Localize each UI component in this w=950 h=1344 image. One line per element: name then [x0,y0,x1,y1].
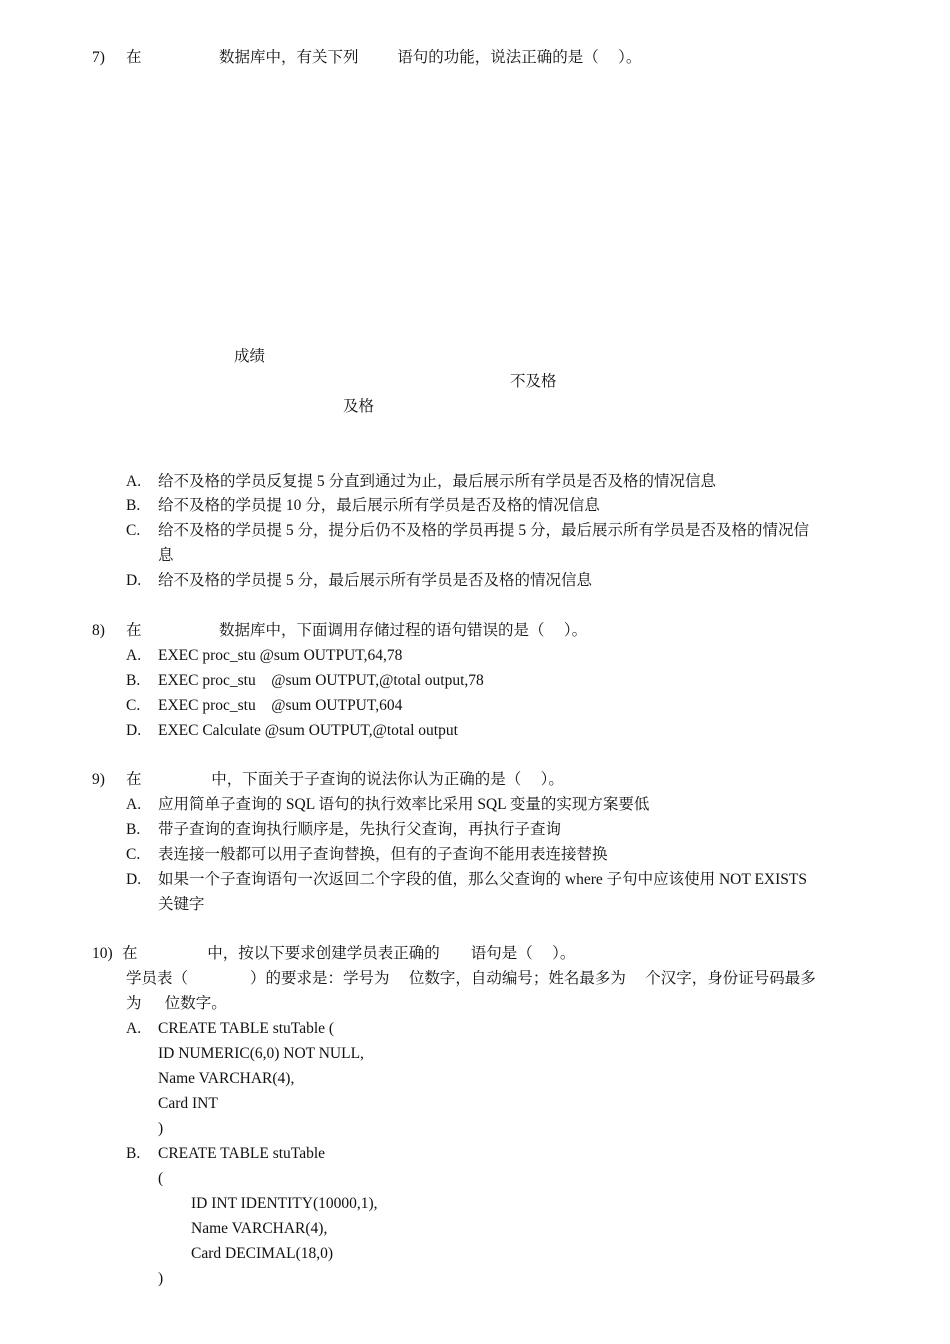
q8-option-a-text: EXEC proc_stu @sum OUTPUT,64,78 [158,647,403,664]
q7-option-c-letter: C. [126,522,141,539]
q10-option-b-code-line: Card DECIMAL(18,0) [191,1245,334,1262]
q7-option-b-letter: B. [126,497,141,514]
q10-option-b-code-line: Name VARCHAR(4), [191,1220,328,1237]
q10-option-a-code-line: ) [158,1120,164,1137]
q9-option-d-letter: D. [126,871,142,888]
q10-requirement-line1: 学员表（ ）的要求是：学号为 位数字，自动编号；姓名最多为 个汉字，身份证号码最多 [126,970,816,987]
q10-option-b-code-line: ) [158,1270,164,1287]
q7-option-a-letter: A. [126,473,142,490]
q10-requirement-line2: 为 位数字。 [126,995,227,1012]
q9-option-c-text: 表连接一般都可以用子查询替换，但有的子查询不能用表连接替换 [158,846,608,863]
q8-number: 8) [92,622,105,639]
q10-option-a-code-line: Name VARCHAR(4), [158,1070,295,1087]
q8-option-c-letter: C. [126,697,141,714]
q10-option-a-letter: A. [126,1020,142,1037]
q7-option-c-text: 给不及格的学员提 5 分，提分后仍不及格的学员再提 5 分，最后展示所有学员是否及格的情况信 [158,522,810,539]
q7-code-score: 成绩 [234,348,266,365]
q7-option-d-letter: D. [126,572,142,589]
q9-option-b-letter: B. [126,821,141,838]
q10-option-b-code-line: ( [158,1170,164,1187]
q8-option-d-text: EXEC Calculate @sum OUTPUT,@total output [158,722,458,739]
q7-option-a-text: 给不及格的学员反复提 5 分直到通过为止，最后展示所有学员是否及格的情况信息 [158,473,717,490]
q9-option-a-text: 应用简单子查询的 SQL 语句的执行效率比采用 SQL 变量的实现方案要低 [158,796,650,813]
q8-option-b-text: EXEC proc_stu @sum OUTPUT,@total output,78 [158,672,484,689]
q7-option-b-text: 给不及格的学员提 10 分，最后展示所有学员是否及格的情况信息 [158,497,600,514]
q8-stem: 在 数据库中，下面调用存储过程的语句错误的是（ ）。 [126,622,588,639]
q10-option-a-code-line: ID NUMERIC(6,0) NOT NULL, [158,1045,364,1062]
q10-number: 10) [92,945,113,962]
q9-number: 9) [92,771,105,788]
q9-option-d-text: 如果一个子查询语句一次返回二个字段的值，那么父查询的 where 子句中应该使用 NOT EXISTS [158,871,807,888]
q10-option-b-letter: B. [126,1145,141,1162]
q8-option-a-letter: A. [126,647,142,664]
q7-option-c-cont: 息 [158,547,174,564]
q7-code-pass: 及格 [343,398,375,415]
q9-option-a-letter: A. [126,796,142,813]
q9-option-b-text: 带子查询的查询执行顺序是，先执行父查询，再执行子查询 [158,821,562,838]
q7-option-d-text: 给不及格的学员提 5 分，最后展示所有学员是否及格的情况信息 [158,572,593,589]
q8-option-d-letter: D. [126,722,142,739]
q10-option-b-code-line: CREATE TABLE stuTable [158,1145,326,1162]
q7-number: 7) [92,49,105,66]
q7-stem: 在 数据库中，有关下列 语句的功能，说法正确的是（ ）。 [126,49,642,66]
q10-option-a-code-line: Card INT [158,1095,218,1112]
q10-option-b-code-line: ID INT IDENTITY(10000,1), [191,1195,378,1212]
q9-option-d-cont: 关键字 [158,896,205,913]
q9-stem: 在 中，下面关于子查询的说法你认为正确的是（ ）。 [126,771,564,788]
q10-option-a-code-line: CREATE TABLE stuTable ( [158,1020,335,1037]
q9-option-c-letter: C. [126,846,141,863]
q8-option-c-text: EXEC proc_stu @sum OUTPUT,604 [158,697,403,714]
q10-stem: 在 中，按以下要求创建学员表正确的 语句是（ ）。 [122,945,576,962]
q8-option-b-letter: B. [126,672,141,689]
q7-code-fail: 不及格 [510,373,557,390]
